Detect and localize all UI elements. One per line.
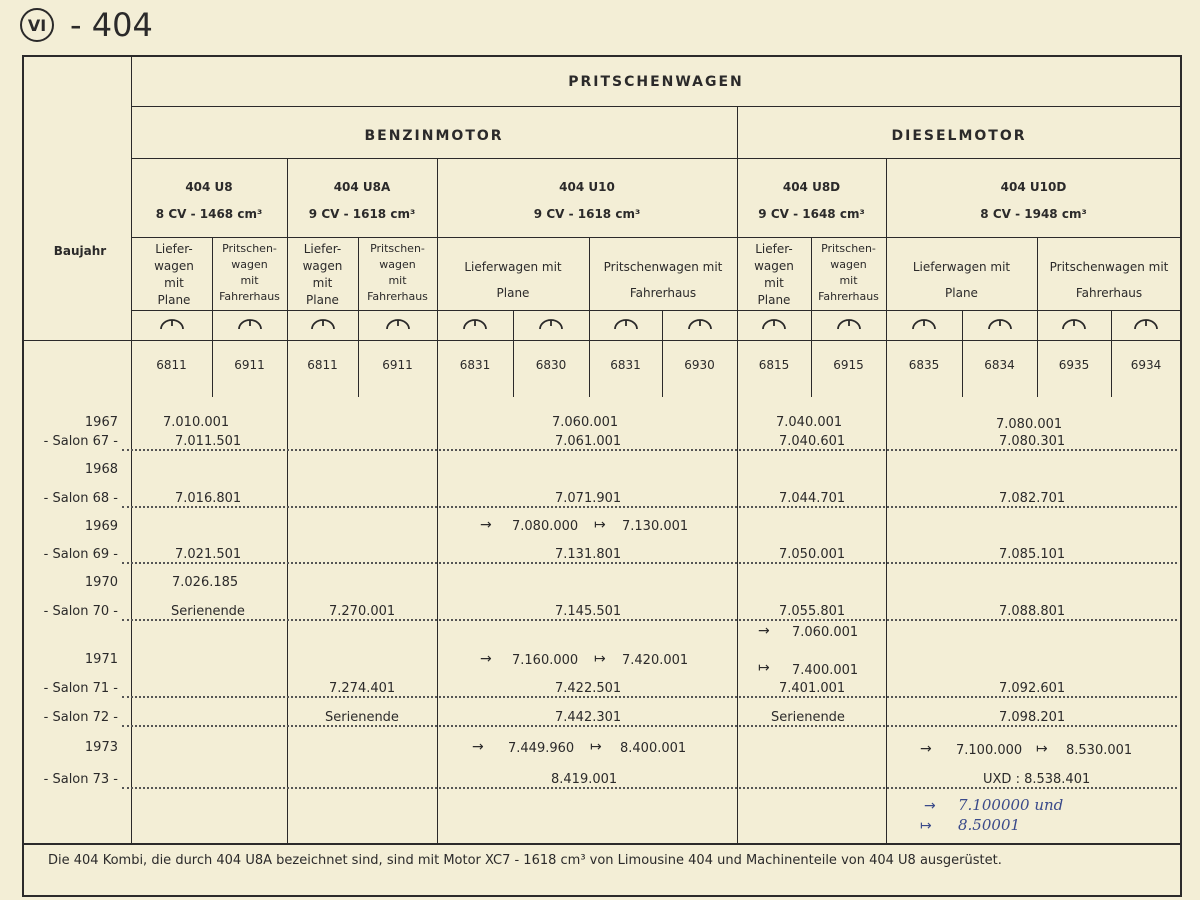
serial-value: 7.270.001 [326,604,398,619]
serial-value: 7.274.401 [326,681,398,696]
type-code: 6831 [459,358,491,372]
row-label: 1971 [84,652,118,667]
serial-value: 7.092.601 [996,681,1068,696]
footnote: Die 404 Kombi, die durch 404 U8A bezeichnet sind, sind mit Motor XC7 - 1618 cm³ von Limousine 404 und Machinenteile von 404 U8 ausgerüstet. [48,853,1002,868]
model-spec: 9 CV - 1618 cm³ [533,207,641,221]
steering-wheel-icon [687,317,713,331]
serial-value: 7.085.101 [996,547,1068,562]
body-type-pritschenwagen: Pritschen- wagen mit Fahrerhaus [367,242,428,303]
body-type-pritschenwagen: Pritschenwagen mit Fahrerhaus [1049,260,1169,300]
serial-value: 7.131.801 [552,547,624,562]
engine-group-diesel: DIESELMOTOR [891,128,1027,144]
steering-wheel-icon [1061,317,1087,331]
type-code: 6911 [382,358,413,372]
serial-value: 7.442.301 [552,710,624,725]
dotted-leader [122,696,1177,698]
start-arrow-icon: → [480,651,492,667]
serial-value: 7.420.001 [622,653,689,668]
type-code: 6811 [307,358,338,372]
type-code: 6915 [833,358,864,372]
handwritten-start-arrow-icon: → [924,798,936,814]
serial-value: UXD : 8.538.401 [980,772,1093,787]
page-title: - 404 [70,6,153,44]
row-label: 1970 [84,575,118,590]
end-arrow-icon: ↦ [590,739,602,755]
steering-wheel-icon [237,317,263,331]
serial-value: 7.160.000 [512,653,579,668]
serial-value: 7.055.801 [776,604,848,619]
type-code: 6815 [758,358,790,372]
end-arrow-icon: ↦ [594,651,606,667]
body-type-pritschenwagen: Pritschen- wagen mit Fahrerhaus [219,242,280,303]
dotted-leader [122,787,1177,789]
steering-wheel-icon [159,317,185,331]
rule [513,310,514,397]
steering-wheel-icon [613,317,639,331]
row-label: - Salon 67 - [43,434,118,449]
body-type-lieferwagen: Lieferwagen mit Plane [912,260,1011,300]
serial-value: 8.419.001 [548,772,620,787]
serial-value: 7.044.701 [776,491,848,506]
rule [662,310,663,397]
row-label: - Salon 71 - [43,681,118,696]
body-type-lieferwagen: Lieferwagen mit Plane [464,260,562,300]
serial-value: 7.449.960 [508,741,575,756]
serial-value: 7.400.001 [792,663,859,678]
serial-value: 7.011.501 [172,434,244,449]
dotted-leader [122,725,1177,727]
serial-value: 8.400.001 [620,741,687,756]
serial-value: 8.530.001 [1066,743,1133,758]
rule [131,106,1181,107]
model-spec: 9 CV - 1648 cm³ [758,207,865,221]
row-label: 1968 [84,462,118,477]
serial-value: 7.082.701 [996,491,1068,506]
serial-value: 7.040.601 [776,434,848,449]
body-type-lieferwagen: Liefer- wagen mit Plane [154,242,194,307]
serial-value: 7.100.000 [956,743,1023,758]
steering-wheel-icon [310,317,336,331]
model-name: 404 U10 [559,180,615,194]
type-code: 6930 [684,358,715,372]
serial-value: 7.021.501 [172,547,244,562]
dotted-leader [122,449,1177,451]
type-code: 6835 [908,358,940,372]
steering-wheel-icon [538,317,564,331]
dotted-leader [122,619,1177,621]
section-badge: VI [20,8,54,42]
row-label: 1973 [84,740,118,755]
rule [131,158,1181,159]
steering-wheel-icon [836,317,862,331]
row-label: - Salon 70 - [43,604,118,619]
handwritten-note: 7.100000 und [958,796,1064,814]
serial-value: 7.026.185 [172,575,239,590]
serial-value: 7.080.000 [512,519,579,534]
serial-value: Serienende [768,710,848,725]
serial-value: 7.010.001 [160,415,232,430]
dotted-leader [122,506,1177,508]
steering-wheel-icon [761,317,787,331]
serial-value: 7.422.501 [552,681,624,696]
rule [22,340,1182,341]
serial-value: 7.060.001 [792,625,859,640]
row-label-header: Baujahr [53,244,107,258]
end-arrow-icon: ↦ [1036,741,1048,757]
rule [1111,310,1112,397]
type-code: 6934 [1130,358,1162,372]
end-arrow-icon: ↦ [758,660,770,676]
serial-value: 7.060.001 [552,415,619,430]
rule [131,237,1181,238]
type-code: 6834 [984,358,1015,372]
row-label: 1969 [84,519,118,534]
start-arrow-icon: → [920,741,932,757]
model-name: 404 U10D [1000,180,1067,194]
serial-value: Serienende [168,604,248,619]
serial-value: 7.130.001 [622,519,689,534]
serial-value: 7.098.201 [996,710,1068,725]
start-arrow-icon: → [758,623,770,639]
type-code: 6911 [234,358,265,372]
serial-value: 7.050.001 [776,547,848,562]
serial-value: 7.088.801 [996,604,1068,619]
steering-wheel-icon [987,317,1013,331]
row-label: - Salon 68 - [43,491,118,506]
type-code: 6935 [1058,358,1090,372]
model-spec: 8 CV - 1948 cm³ [980,207,1087,221]
start-arrow-icon: → [480,517,492,533]
model-name: 404 U8A [333,180,391,194]
steering-wheel-icon [911,317,937,331]
serial-value: 7.061.001 [552,434,624,449]
serial-value: 7.080.301 [996,434,1068,449]
body-type-lieferwagen: Liefer- wagen mit Plane [302,242,343,307]
model-spec: 9 CV - 1618 cm³ [308,207,416,221]
table-title: PRITSCHENWAGEN [568,74,744,90]
steering-wheel-icon [462,317,488,331]
type-code: 6811 [156,358,187,372]
body-type-pritschenwagen: Pritschen- wagen mit Fahrerhaus [818,242,879,303]
serial-value: 7.080.001 [996,417,1063,432]
steering-wheel-icon [1133,317,1159,331]
serial-value: 7.040.001 [776,415,843,430]
engine-group-petrol: BENZINMOTOR [364,128,504,144]
serial-value: 7.145.501 [552,604,624,619]
dotted-leader [122,562,1177,564]
rule [962,310,963,397]
model-name: 404 U8 [185,180,233,194]
row-label: - Salon 69 - [43,547,118,562]
steering-wheel-icon [385,317,411,331]
serial-value: 7.016.801 [172,491,244,506]
start-arrow-icon: → [472,739,484,755]
handwritten-note: 8.50001 [958,816,1021,834]
row-label: - Salon 72 - [43,710,118,725]
row-label: - Salon 73 - [43,772,118,787]
end-arrow-icon: ↦ [594,517,606,533]
body-type-lieferwagen: Liefer- wagen mit Plane [754,242,794,307]
handwritten-end-arrow-icon: ↦ [920,818,932,834]
body-type-pritschenwagen: Pritschenwagen mit Fahrerhaus [603,260,723,300]
rule [131,310,1181,311]
model-name: 404 U8D [782,180,841,194]
type-code: 6830 [535,358,567,372]
row-label: 1967 [84,415,118,430]
model-spec: 8 CV - 1468 cm³ [155,207,263,221]
type-code: 6831 [610,358,641,372]
serial-value: 7.401.001 [776,681,848,696]
serial-value: Serienende [322,710,402,725]
serial-value: 7.071.901 [552,491,624,506]
